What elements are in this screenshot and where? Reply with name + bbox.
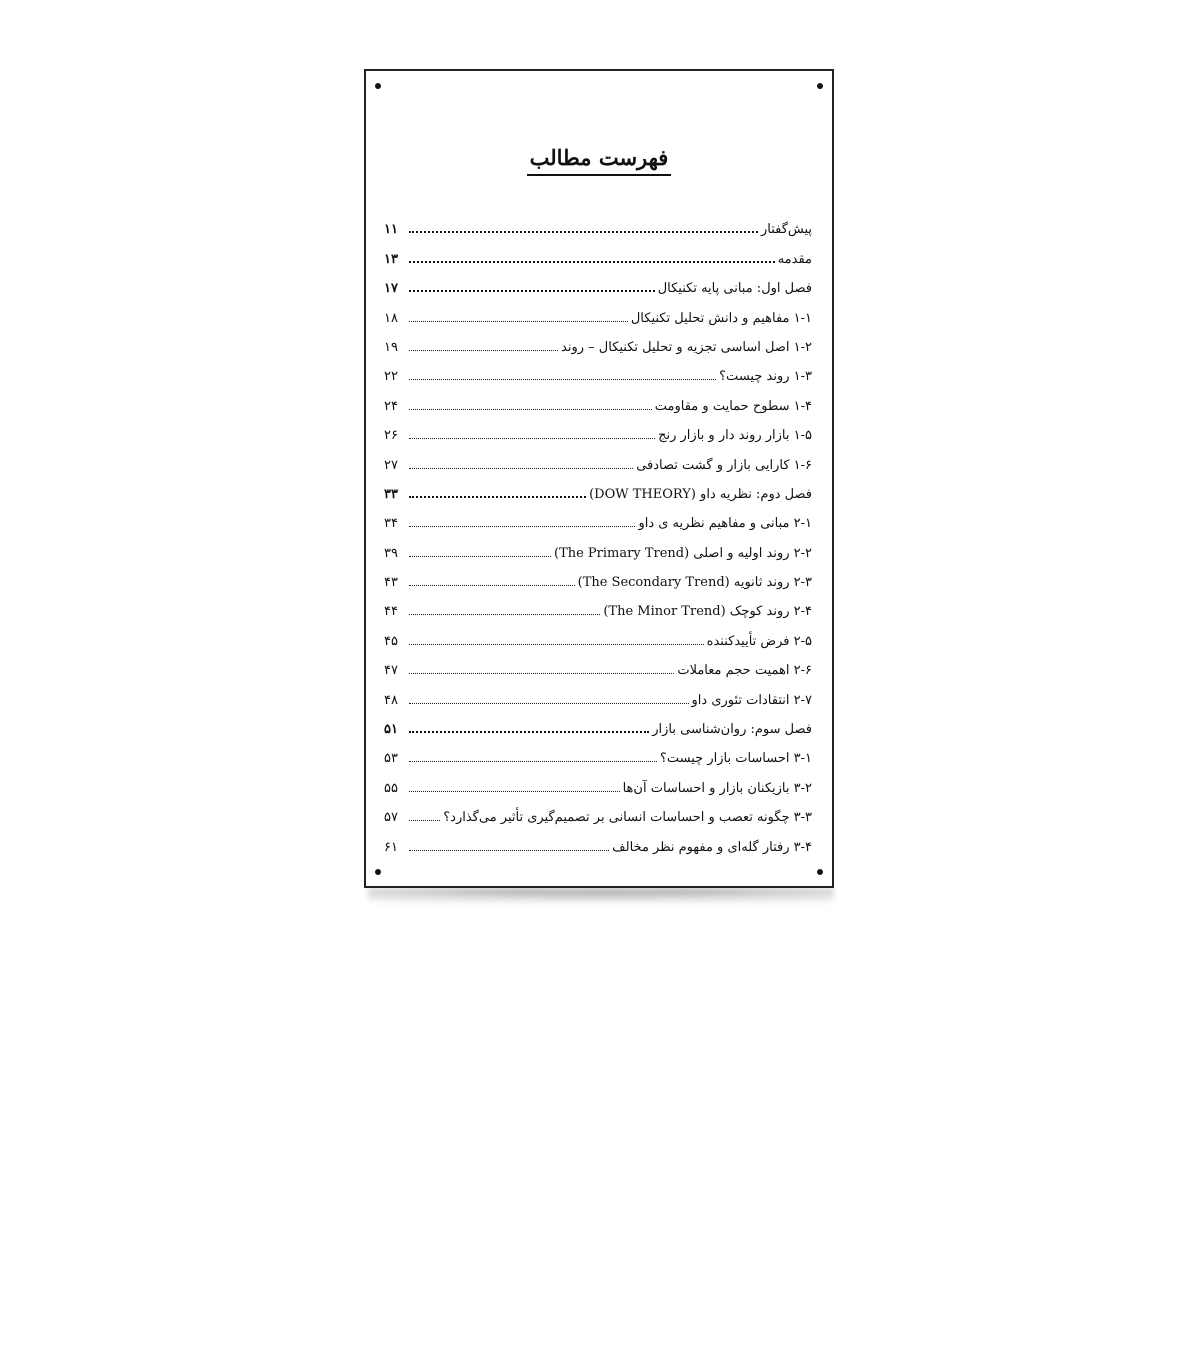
toc-section-entry xyxy=(384,619,812,648)
toc-page-number: ۱۹ xyxy=(384,339,398,355)
toc-chapter-entry xyxy=(384,708,812,737)
toc-page-number: ۵۵ xyxy=(384,780,398,796)
document-page xyxy=(364,69,834,888)
toc-page-number: ۵۷ xyxy=(384,810,398,826)
corner-dot-top-left xyxy=(375,83,381,89)
toc-page-number: ۴۴ xyxy=(384,604,398,620)
toc-entry-title: ۲-۷ انتقادات تئوری داو xyxy=(691,692,812,708)
dot-leader xyxy=(409,820,440,821)
dot-leader xyxy=(409,614,600,615)
toc-chapter-entry xyxy=(384,473,812,502)
toc-entry-title: ۱-۶ کارایی بازار و گشت تصادفی xyxy=(636,457,812,473)
toc-page-number: ۵۱ xyxy=(384,722,398,738)
toc-entry-title: فصل اول: مبانی پایه تکنیکال xyxy=(657,281,812,297)
dot-leader xyxy=(409,556,551,557)
toc-chapter-entry xyxy=(384,208,812,237)
dot-leader xyxy=(409,379,716,380)
dot-leader xyxy=(409,850,609,851)
toc-entry-title: ۳-۴ رفتار گله‌ای و مفهوم نظر مخالف xyxy=(612,839,812,855)
toc-section-entry xyxy=(384,326,812,355)
toc-entry-title: ۲-۴ روند کوچک (The Minor Trend) xyxy=(603,604,812,620)
dot-leader xyxy=(409,350,558,351)
toc-entry-title: فصل دوم: نظریه داو (DOW THEORY) xyxy=(589,486,812,502)
toc-entry-title: ۲-۶ اهمیت حجم معاملات xyxy=(677,663,812,679)
table-of-contents xyxy=(384,208,812,855)
dot-leader xyxy=(409,791,620,792)
toc-section-entry xyxy=(384,296,812,325)
toc-page-number: ۳۴ xyxy=(384,516,398,532)
page-shadow xyxy=(368,888,834,908)
toc-chapter-entry xyxy=(384,267,812,296)
dot-leader xyxy=(409,761,657,762)
toc-entry-title: ۲-۵ فرض تأییدکننده xyxy=(706,633,812,649)
page-title: فهرست مطالب xyxy=(527,145,672,176)
dot-leader xyxy=(409,438,655,439)
toc-page-number: ۲۶ xyxy=(384,428,398,444)
dot-leader xyxy=(409,409,652,410)
toc-entry-title: ۱-۴ سطوح حمایت و مقاومت xyxy=(654,398,812,414)
toc-entry-title: ۲-۲ روند اولیه و اصلی (The Primary Trend) xyxy=(553,545,812,561)
toc-chapter-entry xyxy=(384,237,812,266)
toc-section-entry xyxy=(384,384,812,413)
dot-leader xyxy=(409,526,635,527)
page-title-wrapper xyxy=(366,145,832,176)
toc-entry-title: فصل سوم: روان‌شناسی بازار xyxy=(652,722,812,738)
toc-page-number: ۶۱ xyxy=(384,839,398,855)
toc-entry-title: ۳-۲ بازیکنان بازار و احساسات آن‌ها xyxy=(622,780,812,796)
toc-section-entry xyxy=(384,414,812,443)
toc-section-entry xyxy=(384,766,812,795)
dot-leader xyxy=(409,731,649,733)
toc-page-number: ۱۳ xyxy=(384,251,398,267)
dot-leader xyxy=(409,496,586,498)
toc-section-entry xyxy=(384,649,812,678)
toc-entry-title: مقدمه xyxy=(777,251,812,267)
corner-dot-top-right xyxy=(817,83,823,89)
toc-page-number: ۴۳ xyxy=(384,575,398,591)
toc-section-entry xyxy=(384,355,812,384)
dot-leader xyxy=(409,703,689,704)
toc-page-number: ۴۷ xyxy=(384,663,398,679)
toc-page-number: ۲۲ xyxy=(384,369,398,385)
toc-entry-title: ۲-۳ روند ثانویه (The Secondary Trend) xyxy=(577,575,812,591)
toc-section-entry xyxy=(384,561,812,590)
toc-section-entry xyxy=(384,737,812,766)
toc-page-number: ۳۹ xyxy=(384,545,398,561)
dot-leader xyxy=(409,290,655,292)
toc-section-entry xyxy=(384,590,812,619)
toc-entry-title: ۳-۳ چگونه تعصب و احساسات انسانی بر تصمیم‌گیری تأثیر می‌گذارد؟ xyxy=(443,810,812,826)
toc-page-number: ۵۳ xyxy=(384,751,398,767)
corner-dot-bottom-right xyxy=(817,869,823,875)
toc-section-entry xyxy=(384,443,812,472)
toc-entry-title: ۳-۱ احساسات بازار چیست؟ xyxy=(659,751,812,767)
dot-leader xyxy=(409,231,758,233)
toc-section-entry xyxy=(384,678,812,707)
toc-page-number: ۱۱ xyxy=(384,222,398,238)
toc-section-entry xyxy=(384,825,812,854)
toc-section-entry xyxy=(384,531,812,560)
dot-leader xyxy=(409,673,674,674)
toc-entry-title: ۱-۲ اصل اساسی تجزیه و تحلیل تکنیکال – روند xyxy=(561,339,812,355)
toc-page-number: ۳۳ xyxy=(384,486,398,502)
corner-dot-bottom-left xyxy=(375,869,381,875)
toc-page-number: ۴۵ xyxy=(384,633,398,649)
dot-leader xyxy=(409,644,704,645)
toc-page-number: ۲۴ xyxy=(384,398,398,414)
toc-section-entry xyxy=(384,796,812,825)
toc-section-entry xyxy=(384,502,812,531)
dot-leader xyxy=(409,321,628,322)
dot-leader xyxy=(409,468,633,469)
toc-entry-title: ۱-۳ روند چیست؟ xyxy=(719,369,812,385)
toc-page-number: ۱۷ xyxy=(384,281,398,297)
dot-leader xyxy=(409,261,775,263)
toc-entry-title: ۱-۵ بازار روند دار و بازار رنج xyxy=(658,428,812,444)
toc-page-number: ۲۷ xyxy=(384,457,398,473)
toc-entry-title: پیش‌گفتار xyxy=(760,222,812,238)
dot-leader xyxy=(409,585,575,586)
toc-entry-title: ۱-۱ مفاهیم و دانش تحلیل تکنیکال xyxy=(630,310,812,326)
toc-page-number: ۴۸ xyxy=(384,692,398,708)
toc-page-number: ۱۸ xyxy=(384,310,398,326)
toc-entry-title: ۲-۱ مبانی و مفاهیم نظریه ی داو xyxy=(638,516,812,532)
